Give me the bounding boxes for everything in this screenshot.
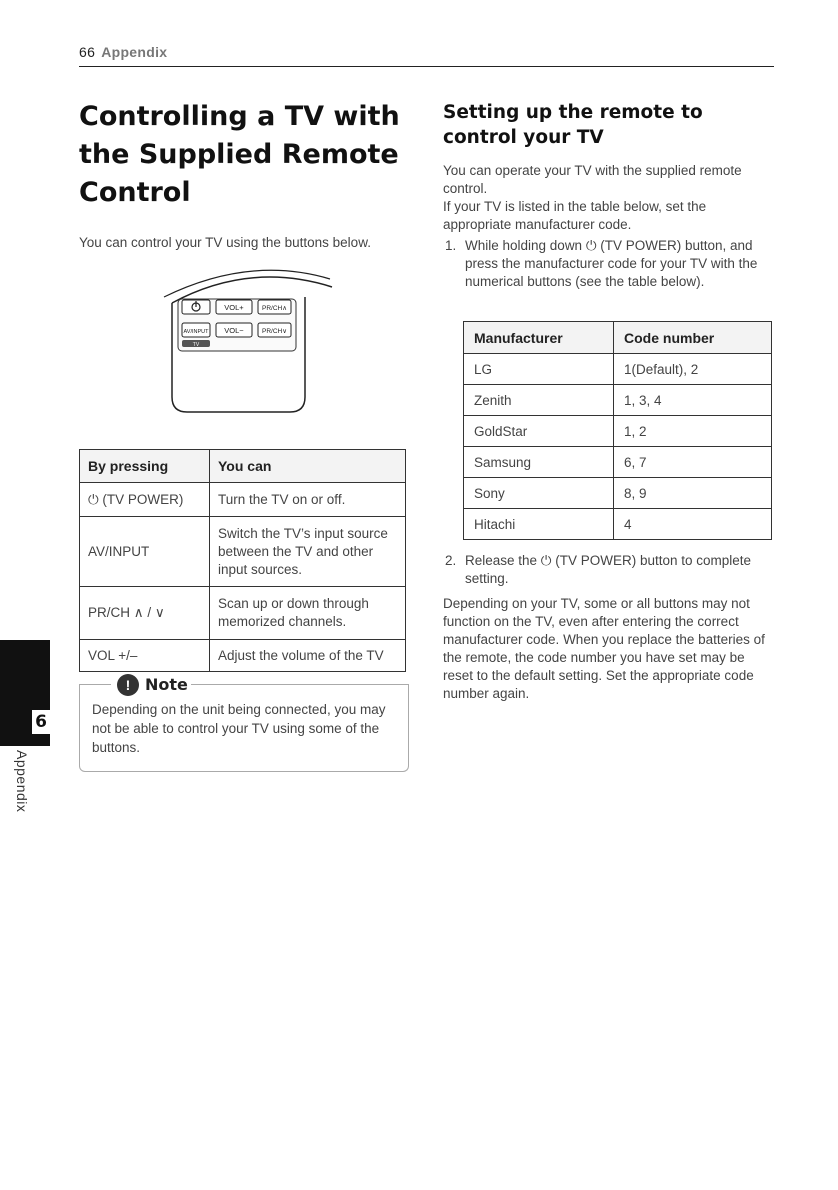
table-header: You can — [210, 450, 406, 483]
function-cell: Switch the TV’s input source between the TV and other input sources. — [210, 517, 406, 587]
section-name: Appendix — [101, 44, 168, 60]
section-title: Setting up the remote to control your TV — [443, 102, 703, 148]
table-row — [464, 478, 772, 509]
code-cell: 6, 7 — [614, 447, 772, 478]
manufacturer-cell: Samsung — [464, 447, 614, 478]
code-cell: 8, 9 — [614, 478, 772, 509]
function-cell: Adjust the volume of the TV — [210, 640, 406, 672]
function-cell: Scan up or down through memorized channels. — [210, 587, 406, 640]
prch-up-key: PR/CH∧ — [262, 305, 287, 312]
prch-down-key: PR/CH∨ — [262, 328, 287, 335]
table-row — [464, 354, 772, 385]
table-header: Code number — [614, 322, 772, 354]
steps-list — [443, 552, 773, 588]
paragraph: Depending on your TV, some or all buttons may not function on the TV, even after entering the correct manufacturer code. When you replace the batteries of the remote, the code number you have set may be reset to the default setting. Set the appropriate code number again. — [443, 596, 765, 701]
left-column — [79, 98, 409, 252]
steps-list — [443, 237, 773, 291]
code-cell: 4 — [614, 509, 772, 540]
exclamation-icon: ! — [117, 674, 139, 696]
remote-illustration — [160, 267, 340, 413]
table-row — [80, 587, 406, 640]
page-number: 66 — [79, 44, 96, 60]
function-cell: Turn the TV on or off. — [210, 483, 406, 517]
step-item — [443, 237, 773, 291]
page-title: Controlling a TV with the Supplied Remote Control — [79, 101, 400, 208]
note-box — [79, 672, 409, 772]
manufacturer-cell: Zenith — [464, 385, 614, 416]
table-row — [80, 483, 406, 517]
table-row — [80, 640, 406, 672]
intro-text: You can control your TV using the buttons below. — [79, 235, 371, 250]
manufacturer-cell: Sony — [464, 478, 614, 509]
table-header: Manufacturer — [464, 322, 614, 354]
code-cell: 1, 2 — [614, 416, 772, 447]
step-text: While holding down ⏻ (TV POWER) button, and press the manufacturer code for your TV with the numerical buttons (see the table below). — [465, 238, 758, 289]
right-column — [443, 100, 773, 291]
tv-key-label: TV — [192, 342, 200, 348]
remote-drawing — [160, 267, 340, 413]
vol-minus-key: VOL− — [224, 326, 244, 335]
table-header-row — [464, 322, 772, 354]
vol-plus-key: VOL+ — [224, 303, 244, 312]
table-row — [464, 416, 772, 447]
step-number: 1. — [445, 238, 457, 253]
chapter-label: Appendix — [14, 750, 30, 813]
table-row — [464, 447, 772, 478]
table-header: By pressing — [80, 450, 210, 483]
step-item — [443, 552, 773, 588]
right-column-lower — [443, 552, 773, 703]
manufacturer-table — [463, 321, 772, 540]
av-input-key: AV/INPUT — [183, 329, 209, 335]
button-cell: PR/CH ∧ / ∨ — [80, 587, 210, 640]
manufacturer-cell: LG — [464, 354, 614, 385]
step-text: Release the ⏻ (TV POWER) button to complete setting. — [465, 553, 752, 586]
note-title: Note — [145, 675, 188, 694]
button-cell: VOL +/– — [80, 640, 210, 672]
table-row — [464, 509, 772, 540]
table-header-row — [80, 450, 406, 483]
buttons-table — [79, 449, 406, 672]
code-cell: 1, 3, 4 — [614, 385, 772, 416]
table-row — [80, 517, 406, 587]
table-row — [464, 385, 772, 416]
code-cell: 1(Default), 2 — [614, 354, 772, 385]
button-cell: ⏻ (TV POWER) — [80, 483, 210, 517]
chapter-number: 6 — [32, 710, 50, 734]
step-number: 2. — [445, 553, 457, 568]
paragraph: You can operate your TV with the supplied remote control. — [443, 163, 742, 196]
running-header — [79, 44, 167, 60]
note-rule — [191, 684, 409, 685]
manufacturer-cell: GoldStar — [464, 416, 614, 447]
header-rule — [79, 66, 774, 67]
note-rule — [79, 684, 111, 685]
manufacturer-cell: Hitachi — [464, 509, 614, 540]
note-text: Depending on the unit being connected, you may not be able to control your TV using some of the buttons. — [92, 702, 386, 755]
button-cell: AV/INPUT — [80, 517, 210, 587]
paragraph: If your TV is listed in the table below, set the appropriate manufacturer code. — [443, 199, 707, 232]
